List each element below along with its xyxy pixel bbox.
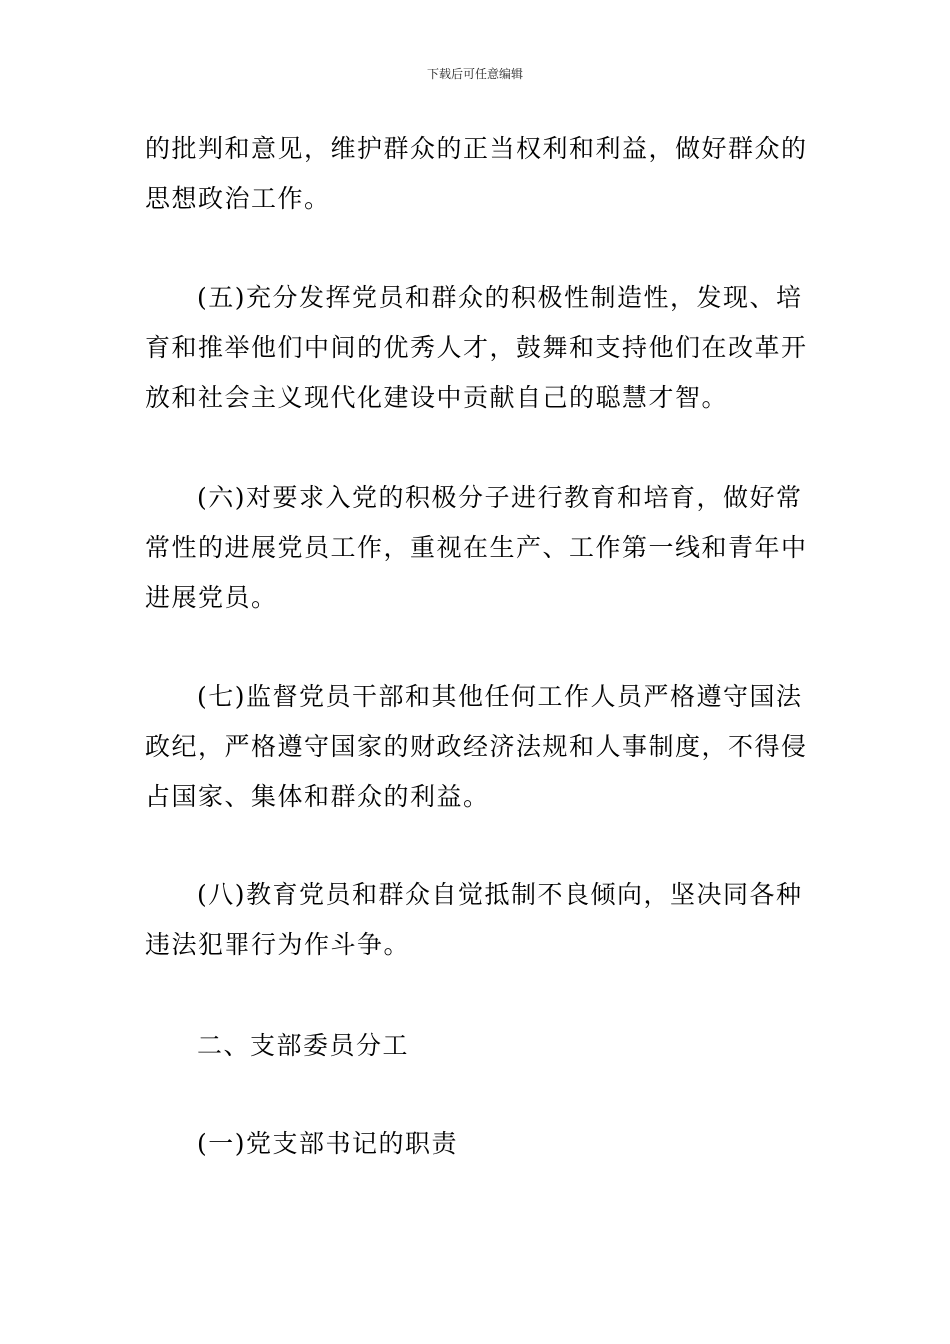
paragraph-item-7: [145, 672, 810, 822]
text-line: 育和推举他们中间的优秀人才，鼓舞和支持他们在改革开: [145, 333, 808, 362]
text-line: 政纪，严格遵守国家的财政经济法规和人事制度，不得侵: [145, 732, 808, 761]
text-line: (六)对要求入党的积极分子进行教育和培育，做好常: [197, 483, 803, 512]
subsection-heading: [145, 1119, 810, 1169]
text-line: 的批判和意见，维护群众的正当权利和利益，做好群众的: [145, 134, 808, 163]
text-line: (七)监督党员干部和其他任何工作人员严格遵守国法: [197, 682, 803, 711]
section-heading: [145, 1021, 810, 1071]
text-line: 放和社会主义现代化建设中贡献自己的聪慧才智。: [145, 383, 729, 412]
text-line: 常性的进展党员工作，重视在生产、工作第一线和青年中: [145, 533, 808, 562]
text-line: (一)党支部书记的职责: [197, 1129, 459, 1158]
text-line: 占国家、集体和群众的利益。: [145, 782, 490, 811]
page-header: 下载后可任意编辑: [426, 67, 523, 81]
text-line: (八)教育党员和群众自觉抵制不良倾向，坚决同各种: [197, 880, 803, 909]
text-line: (五)充分发挥党员和群众的积极性制造性，发现、培: [197, 283, 803, 312]
text-line: 违法犯罪行为作斗争。: [145, 930, 411, 959]
paragraph-item-5: [145, 273, 810, 423]
paragraph-item-6: [145, 473, 810, 623]
text-line: 进展党员。: [145, 583, 278, 612]
paragraph-continuation: [145, 124, 810, 224]
paragraph-item-8: [145, 870, 810, 970]
text-line: 二、支部委员分工: [197, 1031, 410, 1060]
text-line: 思想政治工作。: [145, 184, 331, 213]
